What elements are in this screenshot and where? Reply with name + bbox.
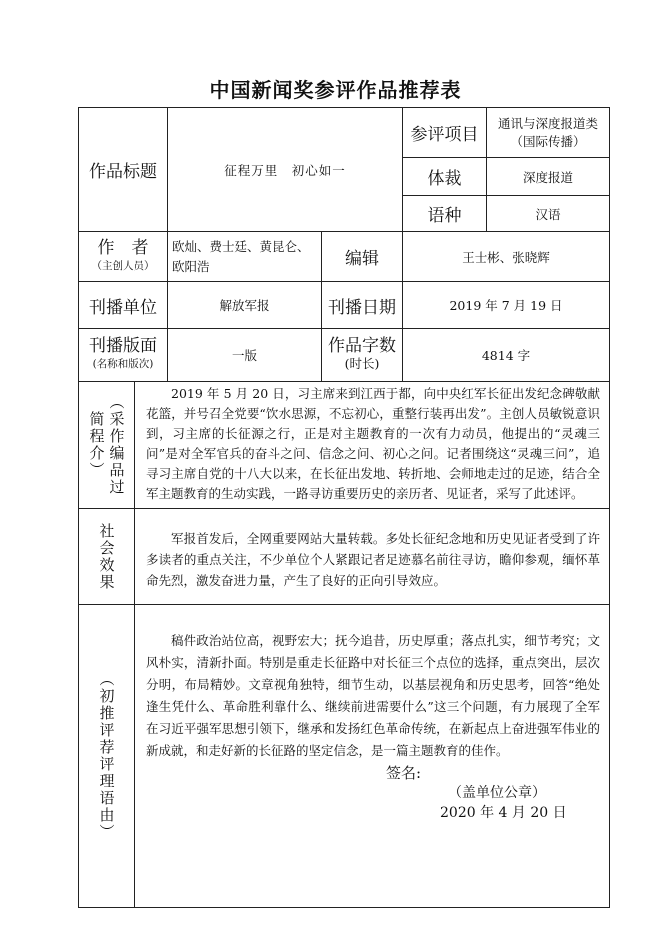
date-value: 2019 年 7 月 19 日 bbox=[449, 298, 563, 313]
recommend-text: 稿件政治站位高，视野宏大；抚今追昔，历史厚重；落点扎实，细节考究；文风朴实，清新扑面。特别是重走长征路中对长征三个点位的选择，重点突出，层次分明，布局精妙。文章视角独特，细节生动，以基层视角和历史思考，回答“绝处逢生凭什么、革命胜利靠什么、继续前进需要什么”这三个问题，有力展现了全军在习近平强军思想引领下，继承和发扬红色革命传统，在新起点上奋进强军伟业的新成就，和走好新的长征路的坚定信念，是一篇主题教育的佳作。 bbox=[146, 633, 600, 758]
category-value-line1: 通讯与深度报道类 bbox=[497, 115, 598, 131]
category-value-line2: （国际传播） bbox=[510, 133, 586, 149]
recommend-label-text: （初推评荐评理语由） bbox=[97, 671, 116, 841]
editor-label: 编辑 bbox=[345, 249, 379, 269]
effect-label-text: 社会效果 bbox=[97, 522, 116, 591]
form-title: 中国新闻奖参评作品推荐表 bbox=[209, 78, 462, 102]
publisher-value: 解放军报 bbox=[219, 298, 270, 313]
author-label-sub: （主创人员） bbox=[91, 259, 155, 272]
date-label: 刊播日期 bbox=[328, 297, 396, 318]
rule bbox=[78, 604, 610, 605]
genre-value: 深度报道 bbox=[522, 169, 573, 185]
word-count-label-main: 作品字数 bbox=[328, 336, 396, 356]
rule bbox=[78, 381, 610, 382]
layout-label bbox=[79, 329, 167, 381]
effect-label bbox=[79, 509, 134, 604]
author-value: 欧灿、费士廷、黄昆仑、欧阳浩 bbox=[172, 238, 310, 274]
word-count-label-sub: (时长) bbox=[344, 356, 380, 371]
editor-value: 王士彬、张晓辉 bbox=[462, 249, 550, 265]
word-count-label bbox=[322, 329, 402, 381]
effect-text: 军报首发后，全网重要网站大量转载。多处长征纪念地和历史见证者受到了许多读者的重点关注，不少单位个人紧跟记者足迹慕名前往寻访，瞻仰参观，缅怀革命先烈，激发奋进力量，产生了良好的正向引导效应。 bbox=[146, 531, 600, 588]
genre-label: 体裁 bbox=[427, 169, 462, 189]
recommend-label bbox=[79, 605, 134, 907]
work-title-value: 征程万里 初心如一 bbox=[224, 162, 346, 178]
layout-label-sub: (名称和版次) bbox=[92, 358, 154, 370]
process-label bbox=[79, 382, 134, 508]
language-label: 语种 bbox=[427, 206, 462, 226]
rule bbox=[78, 907, 610, 908]
process-label-text: （采作编品过简程介） bbox=[87, 394, 126, 496]
signature-date: 2020 年 4 月 20 日 bbox=[440, 805, 567, 821]
seal-note: （盖单位公章） bbox=[448, 785, 546, 801]
rule bbox=[78, 508, 610, 509]
rule bbox=[134, 381, 135, 907]
author-label-main: 作 者 bbox=[97, 237, 149, 258]
author-label bbox=[79, 232, 167, 281]
rule bbox=[609, 107, 610, 907]
language-value: 汉语 bbox=[535, 206, 561, 222]
layout-value: 一版 bbox=[231, 348, 257, 363]
layout-label-main: 刊播版面 bbox=[89, 336, 157, 356]
word-count-value: 4814 字 bbox=[481, 348, 531, 363]
category-value bbox=[487, 108, 609, 157]
signature-label: 签名: bbox=[386, 764, 422, 782]
category-label: 参评项目 bbox=[410, 125, 479, 145]
publisher-label: 刊播单位 bbox=[89, 297, 157, 318]
work-title-label: 作品标题 bbox=[89, 162, 157, 182]
process-text: 2019 年 5 月 20 日，习主席来到江西于都，向中央红军长征出发纪念碑敬献花篮，并号召全党要“饮水思源，不忘初心，重整行装再出发”。主创人员敏锐意识到，习主席的长征源之行，正是对主题教育的一次有力动员，他提出的“灵魂三问”是对全军官兵的奋斗之问、信念之问、初心之问。记者围绕这“灵魂三问”，追寻习主席自党的十八大以来，在长征出发地、转折地、会师地走过的足迹，结合全军主题教育的生动实践，一路寻访重要历史的亲历者、见证者，采写了此述评。 bbox=[146, 386, 600, 501]
